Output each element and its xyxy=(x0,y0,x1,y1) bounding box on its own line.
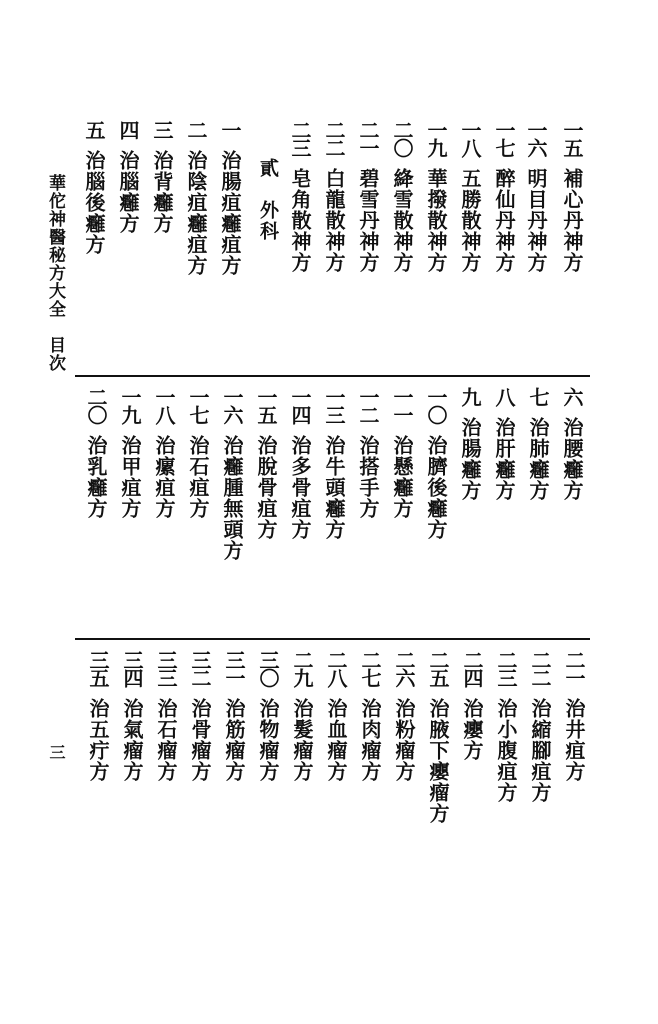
toc-entry xyxy=(354,120,382,273)
entry-number: 一六 xyxy=(524,120,548,156)
toc-entry xyxy=(560,650,588,782)
entry-number: 三二 xyxy=(188,650,212,686)
entry-number: 二五 xyxy=(426,650,450,686)
toc-entry xyxy=(322,650,350,782)
toc-entry xyxy=(354,387,382,519)
toc-entry xyxy=(390,650,418,782)
entry-number: 一七 xyxy=(492,120,516,156)
entry-title: 治背癰方 xyxy=(150,150,174,234)
entry-title: 治髮瘤方 xyxy=(290,698,314,782)
entry-number: 三三 xyxy=(154,650,178,686)
entry-title: 治石疽方 xyxy=(186,435,210,519)
entry-number: 三五 xyxy=(86,650,110,686)
toc-entry xyxy=(558,120,586,273)
entry-title: 治腦後癰方 xyxy=(82,150,106,255)
entry-number: 一六 xyxy=(220,387,244,423)
entry-number: 二三 xyxy=(288,120,312,156)
toc-entry xyxy=(114,120,142,234)
entry-number: 一九 xyxy=(424,120,448,156)
entry-title: 醉仙丹神方 xyxy=(492,168,516,273)
toc-entry xyxy=(522,120,550,273)
toc-entry xyxy=(254,650,282,782)
entry-number: 一五 xyxy=(254,387,278,423)
toc-entry xyxy=(252,387,280,540)
toc-entry xyxy=(320,120,348,273)
entry-number: 三 xyxy=(150,120,174,138)
entry-title: 治腦癰方 xyxy=(116,150,140,234)
entry-title: 治粉瘤方 xyxy=(392,698,416,782)
entry-number: 二〇 xyxy=(84,387,108,423)
toc-entry xyxy=(424,650,452,824)
entry-number: 二四 xyxy=(460,650,484,686)
entry-title: 治多骨疽方 xyxy=(288,435,312,540)
toc-entry xyxy=(558,387,586,501)
entry-title: 治五疔方 xyxy=(86,698,110,782)
entry-number: 四 xyxy=(116,120,140,138)
entry-title: 治小腹疽方 xyxy=(494,698,518,803)
toc-entry xyxy=(182,120,210,276)
entry-title: 治腸癰方 xyxy=(458,417,482,501)
entry-number: 八 xyxy=(492,387,516,405)
page-number: 三 xyxy=(47,744,66,760)
section-heading: 貳 外科 xyxy=(257,158,279,242)
divider-rule xyxy=(75,638,590,640)
entry-title: 治甲疽方 xyxy=(118,435,142,519)
running-title: 華佗神醫秘方大全 目次 xyxy=(45,174,65,372)
toc-entry xyxy=(116,387,144,519)
entry-title: 皂角散神方 xyxy=(288,168,312,273)
toc-entry xyxy=(82,387,110,519)
entry-number: 一三 xyxy=(322,387,346,423)
toc-entry xyxy=(456,387,484,501)
toc-entry xyxy=(526,650,554,803)
entry-number: 二二 xyxy=(322,120,346,156)
entry-number: 二一 xyxy=(562,650,586,686)
entry-title: 治縮腳疽方 xyxy=(528,698,552,803)
toc-entry xyxy=(422,387,450,540)
entry-number: 一八 xyxy=(458,120,482,156)
entry-title: 絳雪散神方 xyxy=(390,168,414,273)
entry-title: 治癰腫無頭方 xyxy=(220,435,244,561)
toc-entry xyxy=(356,650,384,782)
toc-entry xyxy=(388,120,416,273)
toc-entry xyxy=(286,120,314,273)
entry-title: 治石瘤方 xyxy=(154,698,178,782)
toc-entry xyxy=(220,650,248,782)
entry-title: 碧雪丹神方 xyxy=(356,168,380,273)
entry-number: 二九 xyxy=(290,650,314,686)
toc-entry xyxy=(148,120,176,234)
divider-rule xyxy=(75,375,590,377)
entry-title: 治腋下癭瘤方 xyxy=(426,698,450,824)
entry-title: 治癭方 xyxy=(460,698,484,761)
entry-title: 治骨瘤方 xyxy=(188,698,212,782)
entry-title: 治筋瘤方 xyxy=(222,698,246,782)
entry-number: 二一 xyxy=(356,120,380,156)
toc-entry xyxy=(422,120,450,273)
entry-number: 一七 xyxy=(186,387,210,423)
entry-number: 五 xyxy=(82,120,106,138)
toc-entry xyxy=(184,387,212,519)
toc-entry xyxy=(288,650,316,782)
entry-number: 一四 xyxy=(288,387,312,423)
entry-title: 治氣瘤方 xyxy=(120,698,144,782)
toc-entry xyxy=(320,387,348,540)
entry-number: 三〇 xyxy=(256,650,280,686)
entry-number: 二二 xyxy=(528,650,552,686)
entry-number: 二八 xyxy=(324,650,348,686)
entry-title: 治血瘤方 xyxy=(324,698,348,782)
entry-title: 華撥散神方 xyxy=(424,168,448,273)
entry-title: 明目丹神方 xyxy=(524,168,548,273)
entry-number: 一 xyxy=(218,120,242,138)
entry-title: 治牛頭癰方 xyxy=(322,435,346,540)
entry-title: 治肉瘤方 xyxy=(358,698,382,782)
entry-title: 治井疽方 xyxy=(562,698,586,782)
entry-title: 治肺癰方 xyxy=(526,417,550,501)
toc-entry xyxy=(218,387,246,561)
entry-number: 一八 xyxy=(152,387,176,423)
entry-number: 七 xyxy=(526,387,550,405)
entry-number: 三一 xyxy=(222,650,246,686)
toc-entry xyxy=(186,650,214,782)
toc-entry xyxy=(456,120,484,273)
toc-entry xyxy=(150,387,178,519)
toc-entry xyxy=(388,387,416,519)
entry-number: 一〇 xyxy=(424,387,448,423)
entry-title: 治乳癰方 xyxy=(84,435,108,519)
entry-title: 治脫骨疽方 xyxy=(254,435,278,540)
entry-title: 五勝散神方 xyxy=(458,168,482,273)
entry-number: 二六 xyxy=(392,650,416,686)
entry-number: 六 xyxy=(560,387,584,405)
entry-title: 治瘰疽方 xyxy=(152,435,176,519)
entry-number: 九 xyxy=(458,387,482,405)
entry-number: 二 xyxy=(184,120,208,138)
entry-number: 一二 xyxy=(356,387,380,423)
entry-title: 治腸疽癰疽方 xyxy=(218,150,242,276)
toc-entry xyxy=(490,387,518,501)
toc-entry xyxy=(286,387,314,540)
entry-title: 治肝癰方 xyxy=(492,417,516,501)
entry-title: 治物瘤方 xyxy=(256,698,280,782)
entry-title: 治陰疽癰疽方 xyxy=(184,150,208,276)
toc-entry xyxy=(80,120,108,255)
entry-title: 治臍後癰方 xyxy=(424,435,448,540)
entry-title: 白龍散神方 xyxy=(322,168,346,273)
toc-entry xyxy=(490,120,518,273)
entry-number: 三四 xyxy=(120,650,144,686)
toc-entry xyxy=(118,650,146,782)
entry-title: 補心丹神方 xyxy=(560,168,584,273)
toc-entry xyxy=(152,650,180,782)
entry-number: 二七 xyxy=(358,650,382,686)
entry-number: 二〇 xyxy=(390,120,414,156)
toc-entry xyxy=(84,650,112,782)
entry-number: 一一 xyxy=(390,387,414,423)
toc-entry xyxy=(458,650,486,761)
entry-number: 一九 xyxy=(118,387,142,423)
entry-number: 二三 xyxy=(494,650,518,686)
entry-number: 一五 xyxy=(560,120,584,156)
toc-entry xyxy=(524,387,552,501)
entry-title: 治懸癰方 xyxy=(390,435,414,519)
entry-title: 治腰癰方 xyxy=(560,417,584,501)
toc-entry xyxy=(492,650,520,803)
entry-title: 治搭手方 xyxy=(356,435,380,519)
toc-entry xyxy=(216,120,244,276)
